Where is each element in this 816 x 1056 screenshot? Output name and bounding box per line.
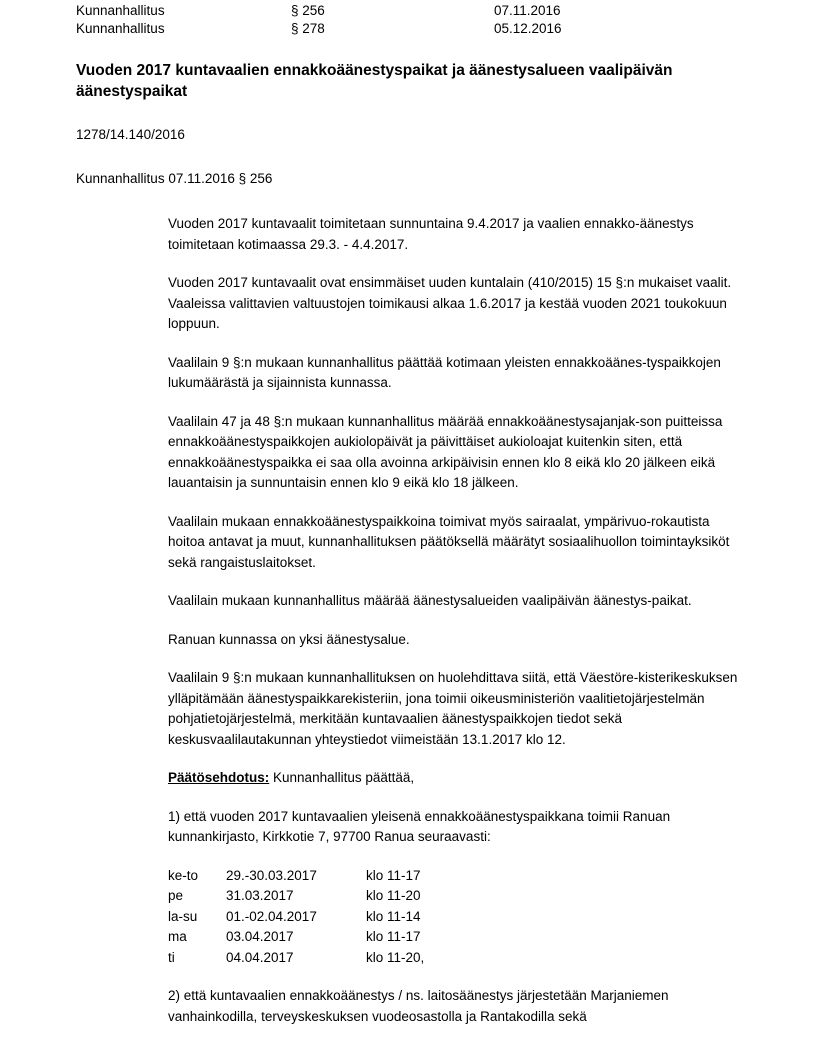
paragraph: Vaalilain mukaan ennakkoäänestyspaikkoina toimivat myös sairaalat, ympärivuo-rokautista hoitoa antavat ja muut, kunnanhallituksen päätöksellä määrätyt sosiaalihuollon toimintayksiköt sekä rangaistuslaitokset. [168,513,730,570]
schedule-days: pe [168,888,184,903]
schedule-days: ke-to [168,867,199,883]
table-row [168,948,486,969]
schedule-dates: 29.-30.03.2017 [226,867,317,883]
decision-item-2: 2) että kuntavaalien ennakkoäänestys / ns. laitosäänestys järjestetään Marjaniemen vanhainkodilla, terveyskeskuksen vuodeosastolla ja Rantakodilla sekä [168,988,669,1024]
paragraph: Vuoden 2017 kuntavaalit ovat ensimmäiset uuden kuntalain (410/2015) 15 §:n mukaiset vaalit. Vaaleissa valittavien valtuustojen toimikausi alkaa 1.6.2017 ja kestää vuoden 2021 toukokuun loppuun. [168,275,732,331]
paragraph: Vaalilain 47 ja 48 §:n mukaan kunnanhallitus määrää ennakkoäänestysajanjak-son puitteissa ennakkoäänestyspaikkojen aukiolopäivät ja päivittäiset aukioloajat kuitenkin siten, että ennakkoäänestyspaikka ei saa olla avoinna arkipäivisin ennen klo 8 eikä klo 20 jälkeen eikä lauantaisin ja sunnuntaisin ennen klo 9 eikä klo 18 jälkeen. [168,413,723,490]
meeting-header-row [76,20,740,38]
meeting-header-row [76,2,740,20]
table-row [168,907,486,928]
meeting-date: 07.11.2016 [494,3,561,18]
schedule-dates: 31.03.2017 [226,888,294,903]
organ-name: Kunnanhallitus [76,21,165,36]
schedule-hours: klo 11-17 [366,929,421,944]
organ-meeting-line: Kunnanhallitus 07.11.2016 § 256 [76,171,273,186]
schedule-days: ti [168,949,175,965]
paragraph: Ranuan kunnassa on yksi äänestysalue. [168,631,410,647]
schedule-hours: klo 11-20 [366,888,421,903]
table-row [168,927,486,948]
meeting-date: 05.12.2016 [494,21,562,36]
schedule-hours: klo 11-20, [366,949,425,965]
decision-item-1: 1) että vuoden 2017 kuntavaalien yleisenä ennakkoäänestyspaikkana toimii Ranuan kunnankirjasto, Kirkkotie 7, 97700 Ranua seuraavasti: [168,808,671,844]
schedule-hours: klo 11-17 [366,867,421,883]
schedule-days: ma [168,929,187,944]
voting-schedule-table [168,866,486,969]
table-row [168,866,486,887]
schedule-dates: 04.04.2017 [226,949,294,965]
section-number: § 256 [291,3,325,18]
document-body [168,214,750,1027]
meeting-header-rows [76,0,740,38]
section-number: § 278 [291,21,325,36]
paragraph: Vaalilain 9 §:n mukaan kunnanhallitus päättää kotimaan yleisten ennakkoäänes-tyspaikkojen lukumäärästä ja sijainnista kunnassa. [168,354,721,390]
paragraph: Vaalilain mukaan kunnanhallitus määrää äänestysalueiden vaalipäivän äänestys-paikat. [168,593,692,608]
paragraph: Vuoden 2017 kuntavaalit toimitetaan sunnuntaina 9.4.2017 ja vaalien ennakko-äänestys toimitetaan kotimaassa 29.3. - 4.4.2017. [168,216,694,252]
document-reference: 1278/14.140/2016 [76,127,185,142]
schedule-dates: 01.-02.04.2017 [226,908,317,924]
decision-proposal-line [168,768,750,789]
schedule-days: la-su [168,908,198,924]
schedule-hours: klo 11-14 [366,908,421,924]
table-row [168,886,486,907]
paragraph: Vaalilain 9 §:n mukaan kunnanhallituksen on huolehdittava siitä, että Väestöre-kisterikeskuksen ylläpitämään äänestyspaikkarekisteriin, jona toimii oikeusministeriön vaalitietojärjestelmän pohjatietojärjestelmä, merkitään kuntavaalien äänestyspaikkojen tiedot sekä keskusvaalilautakunnan yhteystiedot viimeistään 13.1.2017 klo 12. [168,670,738,747]
page-title: Vuoden 2017 kuntavaalien ennakkoäänestyspaikat ja äänestysalueen vaalipäivän äänestyspaikat [76,62,673,100]
schedule-dates: 03.04.2017 [226,929,294,944]
decision-proposal-lead: Kunnanhallitus päättää, [273,770,415,785]
organ-name: Kunnanhallitus [76,3,165,18]
decision-proposal-label: Päätösehdotus: [168,770,270,785]
